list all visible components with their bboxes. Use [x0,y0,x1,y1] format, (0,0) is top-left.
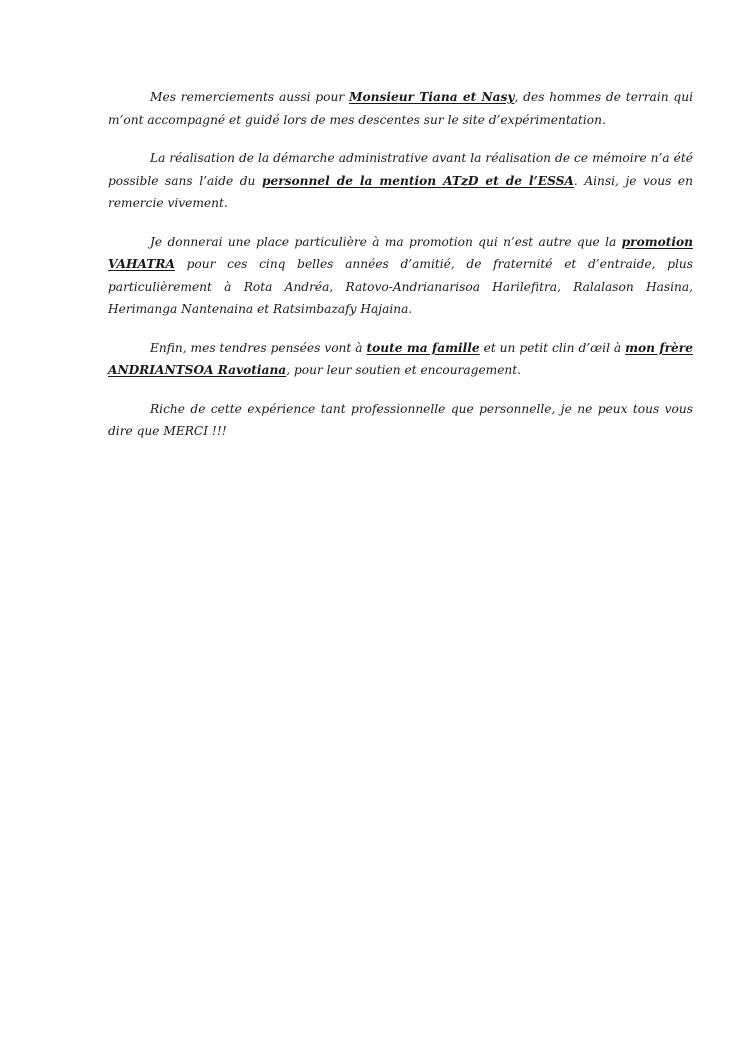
paragraph-3 [108,231,693,321]
text-run: . Ainsi, je vous en remercie vivement. [108,173,693,210]
text-run: pour ces cinq belles années d’amitié, de fraternité et d’entraide, plus particulièrement à Rota Andréa, Ratovo-Andrianarisoa Harilefitra, Ralalason Hasina, Herimanga Nantenaina et Ratsimbazafy Hajaina. [108,257,693,316]
text-run: Riche de cette expérience tant professionnelle que personnelle, je ne peux tous vous dire que MERCI !!! [108,401,693,438]
paragraph-4 [108,337,693,382]
text-run: , des hommes de terrain qui m’ont accompagné et guidé lors de mes descentes sur le site d’expérimentation. [108,90,693,127]
text-run: et un petit clin d’œil à [479,340,626,355]
text-run: , pour leur soutien et encouragement. [286,363,522,377]
bold-run: promotion VAHATRA [108,234,693,271]
text-run: Enfin, mes tendres pensées vont à [150,340,367,355]
paragraph-1 [108,86,693,131]
text-run: Je donnerai une place particulière à ma promotion qui n’est autre que la [150,234,622,249]
paragraph-5 [108,398,693,443]
text-run: La réalisation de la démarche administrative avant la réalisation de ce mémoire n’a été possible sans l’aide du [108,151,693,188]
bold-run: personnel de la mention ATzD et de l’ESSA [261,173,574,188]
text-run: Mes remerciements aussi pour [150,90,350,104]
document-body [108,86,693,459]
paragraph-2 [108,147,693,215]
bold-run: Monsieur Tiana et Nasy [349,90,515,104]
bold-run: mon frère ANDRIANTSOA Ravotiana [108,340,693,377]
bold-run: toute ma famille [366,340,480,355]
